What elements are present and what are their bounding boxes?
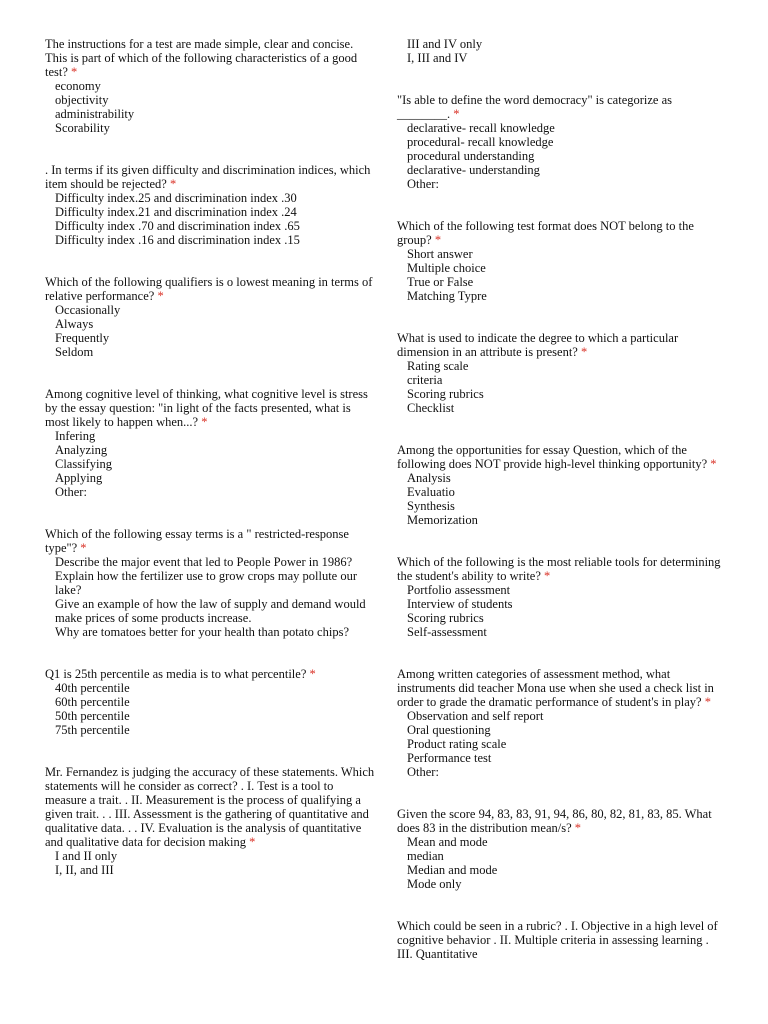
question-label: Which of the following is the most reliable tools for determining the student's ability to write? (397, 555, 721, 583)
required-asterisk: * (80, 541, 87, 555)
option-item[interactable]: Describe the major event that led to People Power in 1986? (55, 555, 353, 569)
option-list (397, 835, 722, 891)
question-label: The instructions for a test are made simple, clear and concise. This is part of which of the following characteristics of a good test? (45, 37, 358, 79)
question-text (397, 667, 722, 709)
option-item[interactable]: administrability (55, 107, 135, 121)
question-block (397, 555, 722, 639)
option-item[interactable]: Evaluatio (407, 485, 455, 499)
option-item[interactable]: I and II only (55, 849, 118, 863)
question-block (45, 163, 375, 247)
option-item[interactable]: Performance test (407, 751, 492, 765)
question-text (397, 555, 722, 583)
option-item[interactable]: Interview of students (407, 597, 513, 611)
option-item[interactable]: economy (55, 79, 101, 93)
required-asterisk: * (574, 821, 582, 835)
option-item[interactable]: Always (55, 317, 94, 331)
option-item[interactable]: Scorability (55, 121, 110, 135)
question-text (45, 387, 375, 429)
option-item[interactable]: Mode only (407, 877, 462, 891)
option-item[interactable]: Product rating scale (407, 737, 507, 751)
option-item[interactable]: 60th percentile (55, 695, 130, 709)
question-block (397, 919, 722, 961)
question-label: Among the opportunities for essay Question, which of the following does NOT provide high-level thinking opportunity? (397, 443, 708, 471)
option-item[interactable]: Memorization (407, 513, 478, 527)
left-column (45, 37, 375, 877)
right-column (397, 37, 722, 961)
option-item[interactable]: 50th percentile (55, 709, 130, 723)
question-block (397, 331, 722, 415)
question-block (397, 93, 722, 191)
required-asterisk: * (704, 695, 711, 709)
question-label: Which could be seen in a rubric? . I. Objective in a high level of cognitive behavior . II. Multiple criteria in assessing learning . III. Quantitative (397, 919, 718, 961)
required-asterisk: * (434, 233, 442, 247)
required-asterisk: * (453, 107, 460, 121)
question-text (397, 219, 722, 247)
question-text (45, 527, 375, 555)
question-block (45, 37, 375, 135)
option-item[interactable]: Mean and mode (407, 835, 488, 849)
option-item[interactable]: criteria (407, 373, 443, 387)
question-block (45, 765, 375, 877)
option-item[interactable]: Analysis (407, 471, 451, 485)
option-item[interactable]: declarative- recall knowledge (407, 121, 555, 135)
required-asterisk: * (580, 345, 588, 359)
option-item[interactable]: Occasionally (55, 303, 121, 317)
option-item[interactable]: I, III and IV (407, 51, 468, 65)
question-text (397, 331, 722, 359)
option-item[interactable]: Applying (55, 471, 103, 485)
option-item[interactable]: Matching Typre (407, 289, 487, 303)
option-list (397, 37, 722, 65)
question-label: Q1 is 25th percentile as media is to what percentile? (45, 667, 307, 681)
option-item[interactable]: III and IV only (407, 37, 483, 51)
option-item[interactable]: Scoring rubrics (407, 611, 484, 625)
question-text (397, 919, 722, 961)
option-item[interactable]: Infering (55, 429, 96, 443)
required-asterisk: * (201, 415, 208, 429)
option-item[interactable]: median (407, 849, 444, 863)
option-list (397, 709, 722, 779)
question-block (45, 527, 375, 639)
question-label: Among cognitive level of thinking, what cognitive level is stress by the essay question: "in light of the facts presented, what is most likely to happen when...? (45, 387, 368, 429)
option-item[interactable]: Give an example of how the law of supply and demand would make prices of some products increase. (55, 597, 366, 625)
option-item[interactable]: declarative- understanding (407, 163, 540, 177)
option-item[interactable]: Difficulty index.21 and discrimination index .24 (55, 205, 297, 219)
option-list (45, 849, 375, 877)
question-label: Which of the following essay terms is a " restricted-response type"? (45, 527, 349, 555)
question-block (45, 667, 375, 737)
question-label: What is used to indicate the degree to which a particular dimension in an attribute is present? (397, 331, 679, 359)
required-asterisk: * (169, 177, 177, 191)
required-asterisk: * (71, 65, 78, 79)
question-text (397, 443, 722, 471)
option-item[interactable]: Self-assessment (407, 625, 487, 639)
required-asterisk: * (249, 835, 256, 849)
option-item[interactable]: 75th percentile (55, 723, 130, 737)
option-item[interactable]: procedural- recall knowledge (407, 135, 554, 149)
question-label: "Is able to define the word democracy" is categorize as ________. (397, 93, 673, 121)
question-text (45, 275, 375, 303)
option-item[interactable]: Median and mode (407, 863, 498, 877)
option-list (397, 359, 722, 415)
question-text (397, 807, 722, 835)
option-list (45, 79, 375, 135)
question-block (397, 807, 722, 891)
option-item[interactable]: Frequently (55, 331, 110, 345)
option-item[interactable]: Portfolio assessment (407, 583, 511, 597)
option-item[interactable]: Difficulty index .16 and discrimination index .15 (55, 233, 300, 247)
option-item[interactable]: Checklist (407, 401, 455, 415)
question-label: . In terms if its given difficulty and discrimination indices, which item should be rejected? (45, 163, 371, 191)
option-item[interactable]: Scoring rubrics (407, 387, 484, 401)
question-block (397, 443, 722, 527)
option-list (397, 121, 722, 191)
question-text (45, 37, 375, 79)
option-item[interactable]: True or False (407, 275, 474, 289)
option-item[interactable]: Other: (55, 485, 87, 499)
question-text (45, 163, 375, 191)
option-item[interactable]: Why are tomatoes better for your health than potato chips? (55, 625, 349, 639)
option-item[interactable]: Explain how the fertilizer use to grow crops may pollute our lake? (55, 569, 358, 597)
option-list (45, 191, 375, 247)
required-asterisk: * (710, 457, 717, 471)
option-item[interactable]: Difficulty index.25 and discrimination index .30 (55, 191, 297, 205)
question-block (45, 275, 375, 359)
option-list (45, 429, 375, 499)
option-item[interactable]: Synthesis (407, 499, 455, 513)
question-text (397, 93, 722, 121)
option-list (397, 471, 722, 527)
option-item[interactable]: I, II, and III (55, 863, 114, 877)
option-item[interactable]: Classifying (55, 457, 112, 471)
option-item[interactable]: Multiple choice (407, 261, 486, 275)
required-asterisk: * (544, 569, 551, 583)
option-item[interactable]: Short answer (407, 247, 473, 261)
option-item[interactable]: objectivity (55, 93, 109, 107)
question-block (397, 667, 722, 779)
option-item[interactable]: Analyzing (55, 443, 108, 457)
option-item[interactable]: Difficulty index .70 and discrimination index .65 (55, 219, 300, 233)
option-item[interactable]: Rating scale (407, 359, 469, 373)
option-item[interactable]: Other: (407, 765, 439, 779)
required-asterisk: * (157, 289, 164, 303)
question-text (45, 765, 375, 849)
option-item[interactable]: Oral questioning (407, 723, 491, 737)
continued-options (397, 37, 722, 65)
question-text (45, 667, 375, 681)
question-block (397, 219, 722, 303)
option-item[interactable]: 40th percentile (55, 681, 130, 695)
option-item[interactable]: Other: (407, 177, 439, 191)
option-list (45, 303, 375, 359)
option-list (397, 583, 722, 639)
question-label: Which of the following qualifiers is o lowest meaning in terms of relative performance? (45, 275, 373, 303)
option-item[interactable]: procedural understanding (407, 149, 535, 163)
question-label: Among written categories of assessment method, what instruments did teacher Mona use when she used a check list in order to grade the dramatic performance of student's in play? (397, 667, 714, 709)
required-asterisk: * (309, 667, 316, 681)
question-label: Given the score 94, 83, 83, 91, 94, 86, 80, 82, 81, 83, 85. What does 83 in the distribution mean/s? (397, 807, 712, 835)
question-label: Mr. Fernandez is judging the accuracy of these statements. Which statements will he consider as correct? . I. Test is a tool to measure a trait. . II. Measurement is the process of qualifying a given trait. . . III. Assessment is the gathering of quantitative and qualitative data. . . IV. Evaluation is the analysis of quantitative and qualitative data for decision making (45, 765, 375, 849)
option-item[interactable]: Observation and self report (407, 709, 544, 723)
option-list (45, 555, 375, 639)
option-list (45, 681, 375, 737)
option-list (397, 247, 722, 303)
question-label: Which of the following test format does NOT belong to the group? (397, 219, 694, 247)
option-item[interactable]: Seldom (55, 345, 94, 359)
question-block (45, 387, 375, 499)
